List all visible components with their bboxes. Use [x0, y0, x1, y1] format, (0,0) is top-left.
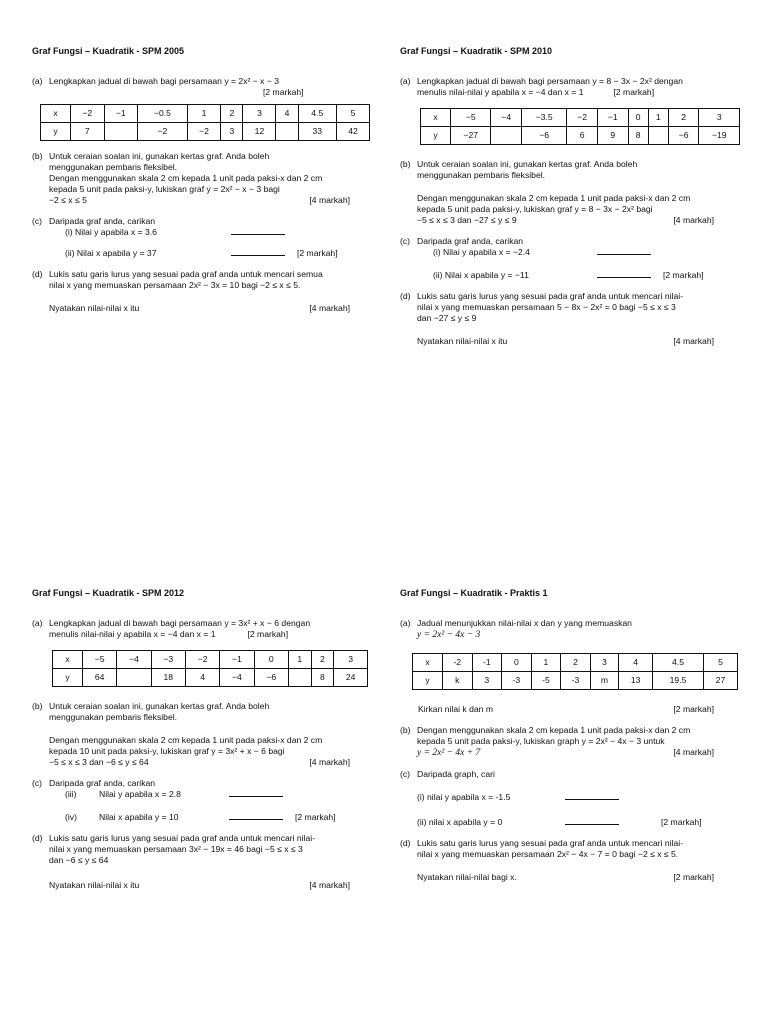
data-table — [40, 104, 370, 141]
section-title: Graf Fungsi – Kuadratik - SPM 2005 — [32, 46, 185, 56]
answer-blank[interactable] — [597, 270, 651, 278]
section-title: Graf Fungsi – Kuadratik - SPM 2010 — [400, 46, 553, 56]
question-d: (d) Lukis satu garis lurus yang sesuai pada graf anda untuk mencari nilai- nilai x yang memuaskan persamaan 2x² − 4x − 7 = 0 bagi −2 ≤ x ≤ 5. Nyatakan nilai-nilai bagi x. [2 markah] — [400, 837, 714, 882]
answer-blank[interactable] — [229, 812, 283, 820]
answer-blank[interactable] — [597, 247, 651, 255]
table-row-x: x −5 −4 −3 −2 −1 0 1 2 3 — [53, 650, 368, 668]
question-d: (d) Lukis satu garis lurus yang sesuai pada graf anda untuk mencari semua nilai x yang memuaskan persamaan 2x² − 3x = 10 bagi −2 ≤ x ≤ 5. Nyatakan nilai-nilai x itu [4 markah] — [32, 268, 350, 313]
question-b: (b) Untuk ceraian soalan ini, gunakan kertas graf. Anda boleh menggunakan pembaris fleksibel. Dengan menggunakan skala 2 cm kepada 1 unit pada paksi-x dan 2 cm kepada 10 unit pada paksi-y, lukiskan graf y = 3x² + x − 6 bagi −5 ≤ x ≤ 3 dan −6 ≤ y ≤ 64 [4 markah] — [32, 700, 350, 767]
question-a: (a) Lengkapkan jadual di bawah bagi persamaan y = 2x² − x − 3 [2 markah] — [32, 75, 304, 97]
data-table — [420, 108, 740, 145]
table-row-y: y 64 18 4 −4 −6 8 24 — [53, 668, 368, 686]
question-b: (b) Dengan menggunakan skala 2 cm kepada 1 unit pada paksi-x dan 2 cm kepada 5 unit pada paksi-y, lukiskan graph y = 2x² − 4x − 3 untuk y = 2x² − 4x + 7 [4 markah] — [400, 724, 714, 758]
answer-blank[interactable] — [565, 792, 619, 800]
question-b: (b) Untuk ceraian soalan ini, gunakan kertas graf. Anda boleh menggunakan pembaris fleksibel. Dengan menggunakan skala 2 cm kepada 1 unit pada paksi-x dan 2 cm kepada 5 unit pada paksi-y, lukiskan graf y = 8 − 3x − 2x² bagi −5 ≤ x ≤ 3 dan −27 ≤ y ≤ 9 [4 markah] — [400, 158, 714, 225]
section-title: Graf Fungsi – Kuadratik - Praktis 1 — [400, 588, 548, 598]
section-praktis-1: Graf Fungsi – Kuadratik - Praktis 1 (a) Jadual menunjukkan nilai-nilai x dan y yang memuaskan y = 2x² − 4x − 3 x -2 -1 0 1 2 3 4 4.5 5 y k 3 -3 -5 -3 m 13 19.5 27 Kirkan nilai k dan m [2 markah] (b) Dengan menggunakan skala 2 cm kepada 1 unit pada paksi-x dan 2 cm kepada 5 unit pada paksi-y, lukiskan graph y = 2x² − 4x − 3 untuk y = 2x² − 4x + 7 [4 markah] (c) Daripada graph, cari (i) nilai y apabila x = -1.5 (ii) nilai x apabila y = 0 [2 markah] (d) Lukis satu garis lurus yang sesuai pada graf anda untuk mencari nilai- nilai x yang memuaskan persamaan 2x² − 4x − 7 = 0 bagi −2 ≤ x ≤ 5. Nyatakan nilai-nilai bagi x. [2 markah] — [400, 588, 742, 883]
data-table — [52, 650, 368, 687]
table-row-y: y −27 −6 6 9 8 −6 −19 — [421, 126, 740, 144]
question-c: (c) Daripada graf anda, carikan (iii) Nilai y apabila x = 2.8 (iv) Nilai x apabila y = 10 [2 markah] — [32, 777, 336, 822]
section-spm-2005 — [32, 46, 370, 314]
data-table — [412, 653, 738, 690]
question-a: (a) Jadual menunjukkan nilai-nilai x dan y yang memuaskan y = 2x² − 4x − 3 — [400, 617, 632, 640]
question-c: (c) Daripada graf anda, carikan (i) Nilai y apabila x = 3.6 (ii) Nilai x apabila y = 37 [2 markah] — [32, 215, 338, 258]
question-d: (d) Lukis satu garis lurus yang sesuai pada graf anda untuk mencari nilai- nilai x yang memuaskan persamaan 3x² − 19x = 46 bagi −5 ≤ x ≤ 3 dan −6 ≤ y ≤ 64 Nyatakan nilai-nilai x itu [4 markah] — [32, 832, 350, 890]
table-row-x: x −2 −1 −0.5 1 2 3 4 4.5 5 — [41, 104, 370, 122]
answer-blank[interactable] — [231, 227, 285, 235]
answer-blank[interactable] — [565, 817, 619, 825]
table-row-x: x −5 −4 −3.5 −2 −1 0 1 2 3 — [421, 108, 740, 126]
question-c: (c) Daripada graf anda, carikan (i) Nilai y apabila x = −2.4 (ii) Nilai x apabila y = −11 [2 markah] — [400, 235, 704, 280]
answer-blank[interactable] — [231, 248, 285, 256]
table-row-y: y k 3 -3 -5 -3 m 13 19.5 27 — [413, 671, 738, 689]
section-spm-2012 — [32, 588, 370, 891]
question-b: (b) Untuk ceraian soalan ini, gunakan kertas graf. Anda boleh menggunakan pembaris fleksibel. Dengan menggunakan skala 2 cm kepada 1 unit pada paksi-x dan 2 cm kepada 5 unit pada paksi-y, lukiskan graf y = 2x² − x − 3 bagi −2 ≤ x ≤ 5 [4 markah] — [32, 150, 350, 205]
section-title: Graf Fungsi – Kuadratik - SPM 2012 — [32, 588, 185, 598]
section-spm-2010 — [400, 46, 742, 347]
table-row-y: y 7 −2 −2 3 12 33 42 — [41, 122, 370, 140]
question-c: (c) Daripada graph, cari (i) nilai y apabila x = -1.5 (ii) nilai x apabila y = 0 [2 markah] — [400, 768, 702, 827]
table-row-x: x -2 -1 0 1 2 3 4 4.5 5 — [413, 653, 738, 671]
question-a: (a) Lengkapkan jadual di bawah bagi persamaan y = 3x² + x − 6 dengan menulis nilai-nilai y apabila x = −4 dan x = 1 [2 markah] — [32, 617, 311, 639]
question-a: (a) Lengkapkan jadual di bawah bagi persamaan y = 8 − 3x − 2x² dengan menulis nilai-nilai y apabila x = −4 dan x = 1 [2 markah] — [400, 75, 683, 97]
answer-blank[interactable] — [229, 789, 283, 797]
question-d: (d) Lukis satu garis lurus yang sesuai pada graf anda untuk mencari nilai- nilai x yang memuaskan persamaan 5 − 8x − 2x² = 0 bagi −5 ≤ x ≤ 3 dan −27 ≤ y ≤ 9 Nyatakan nilai-nilai x itu [4 markah] — [400, 290, 714, 346]
